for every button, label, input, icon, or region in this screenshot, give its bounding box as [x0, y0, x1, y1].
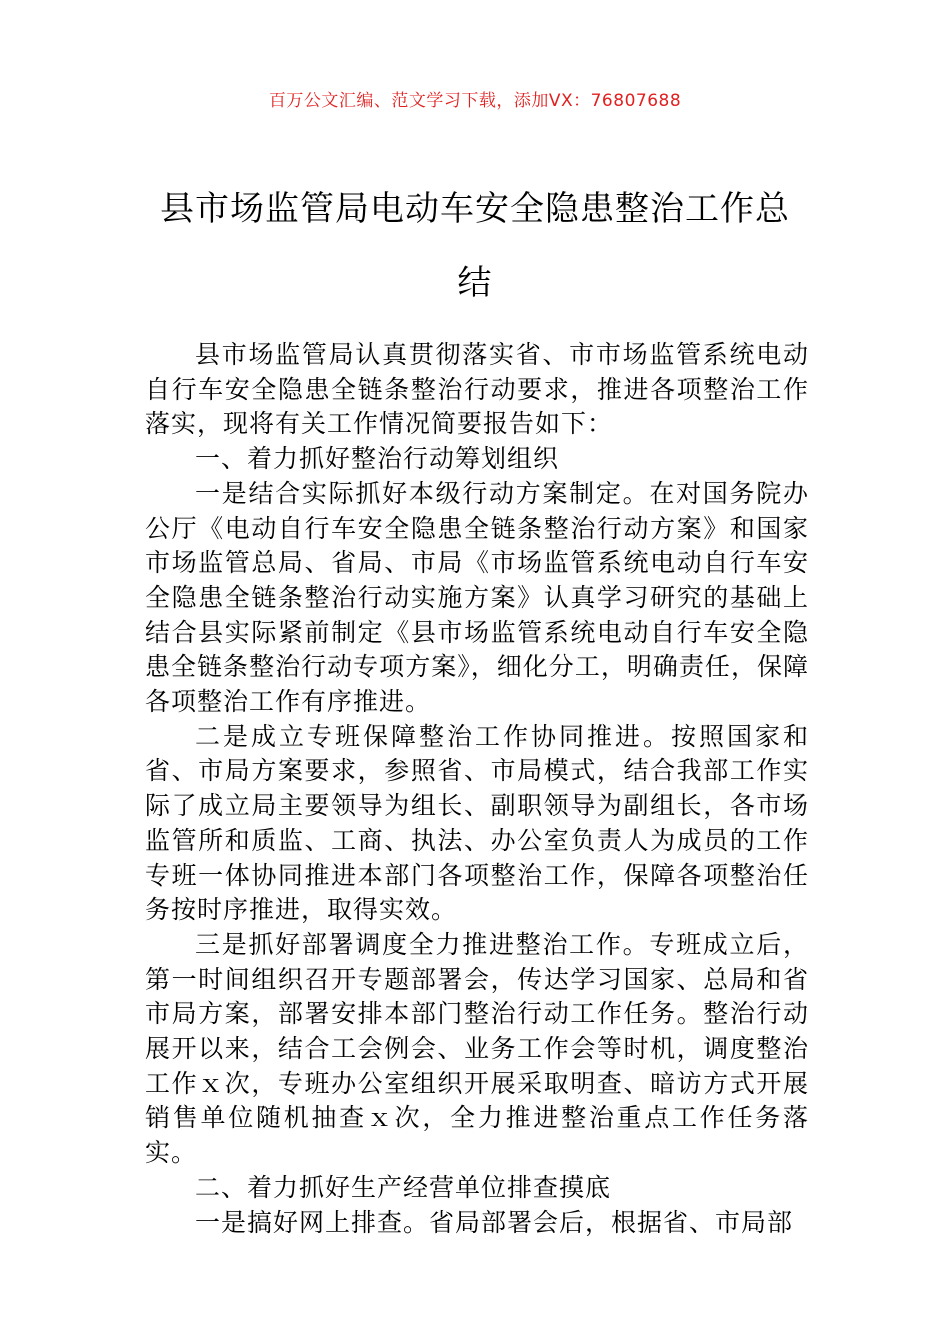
body-paragraph: 一是搞好网上排查。省局部署会后，根据省、市局部	[195, 1207, 794, 1237]
body-paragraph: 县市场监管局认真贯彻落实省、市市场监管系统电动自行车安全隐患全链条整治行动要求，推进各项整治工作落实，现将有关工作情况简要报告如下：	[145, 340, 809, 439]
section-heading: 一、着力抓好整治行动筹划组织	[195, 444, 560, 474]
section-heading: 二、着力抓好生产经营单位排查摸底	[195, 1172, 612, 1202]
document-body	[145, 338, 809, 1240]
body-paragraph: 三是抓好部署调度全力推进整治工作。专班成立后，第一时间组织召开专题部署会，传达学习国家、总局和省市局方案，部署安排本部门整治行动工作任务。整治行动展开以来，结合工会例会、业务工作会等时机，调度整治工作ｘ次，专班办公室组织开展采取明查、暗访方式开展销售单位随机抽查ｘ次，全力推进整治重点工作任务落实。	[145, 929, 809, 1168]
document-title: 县市场监管局电动车安全隐患整治工作总结	[160, 189, 790, 303]
header-note: 百万公文汇编、范文学习下载，添加VX：76807688	[268, 91, 682, 111]
body-paragraph: 一是结合实际抓好本级行动方案制定。在对国务院办公厅《电动自行车安全隐患全链条整治行动方案》和国家市场监管总局、省局、市局《市场监管系统电动自行车安全隐患全链条整治行动实施方案》认真学习研究的基础上结合县实际紧前制定《县市场监管系统电动自行车安全隐患全链条整治行动专项方案》，细化分工，明确责任，保障各项整治工作有序推进。	[145, 478, 809, 717]
body-paragraph: 二是成立专班保障整治工作协同推进。按照国家和省、市局方案要求，参照省、市局模式，结合我部工作实际了成立局主要领导为组长、副职领导为副组长，各市场监管所和质监、工商、执法、办公室负责人为成员的工作专班一体协同推进本部门各项整治工作，保障各项整治任务按时序推进，取得实效。	[145, 721, 809, 925]
